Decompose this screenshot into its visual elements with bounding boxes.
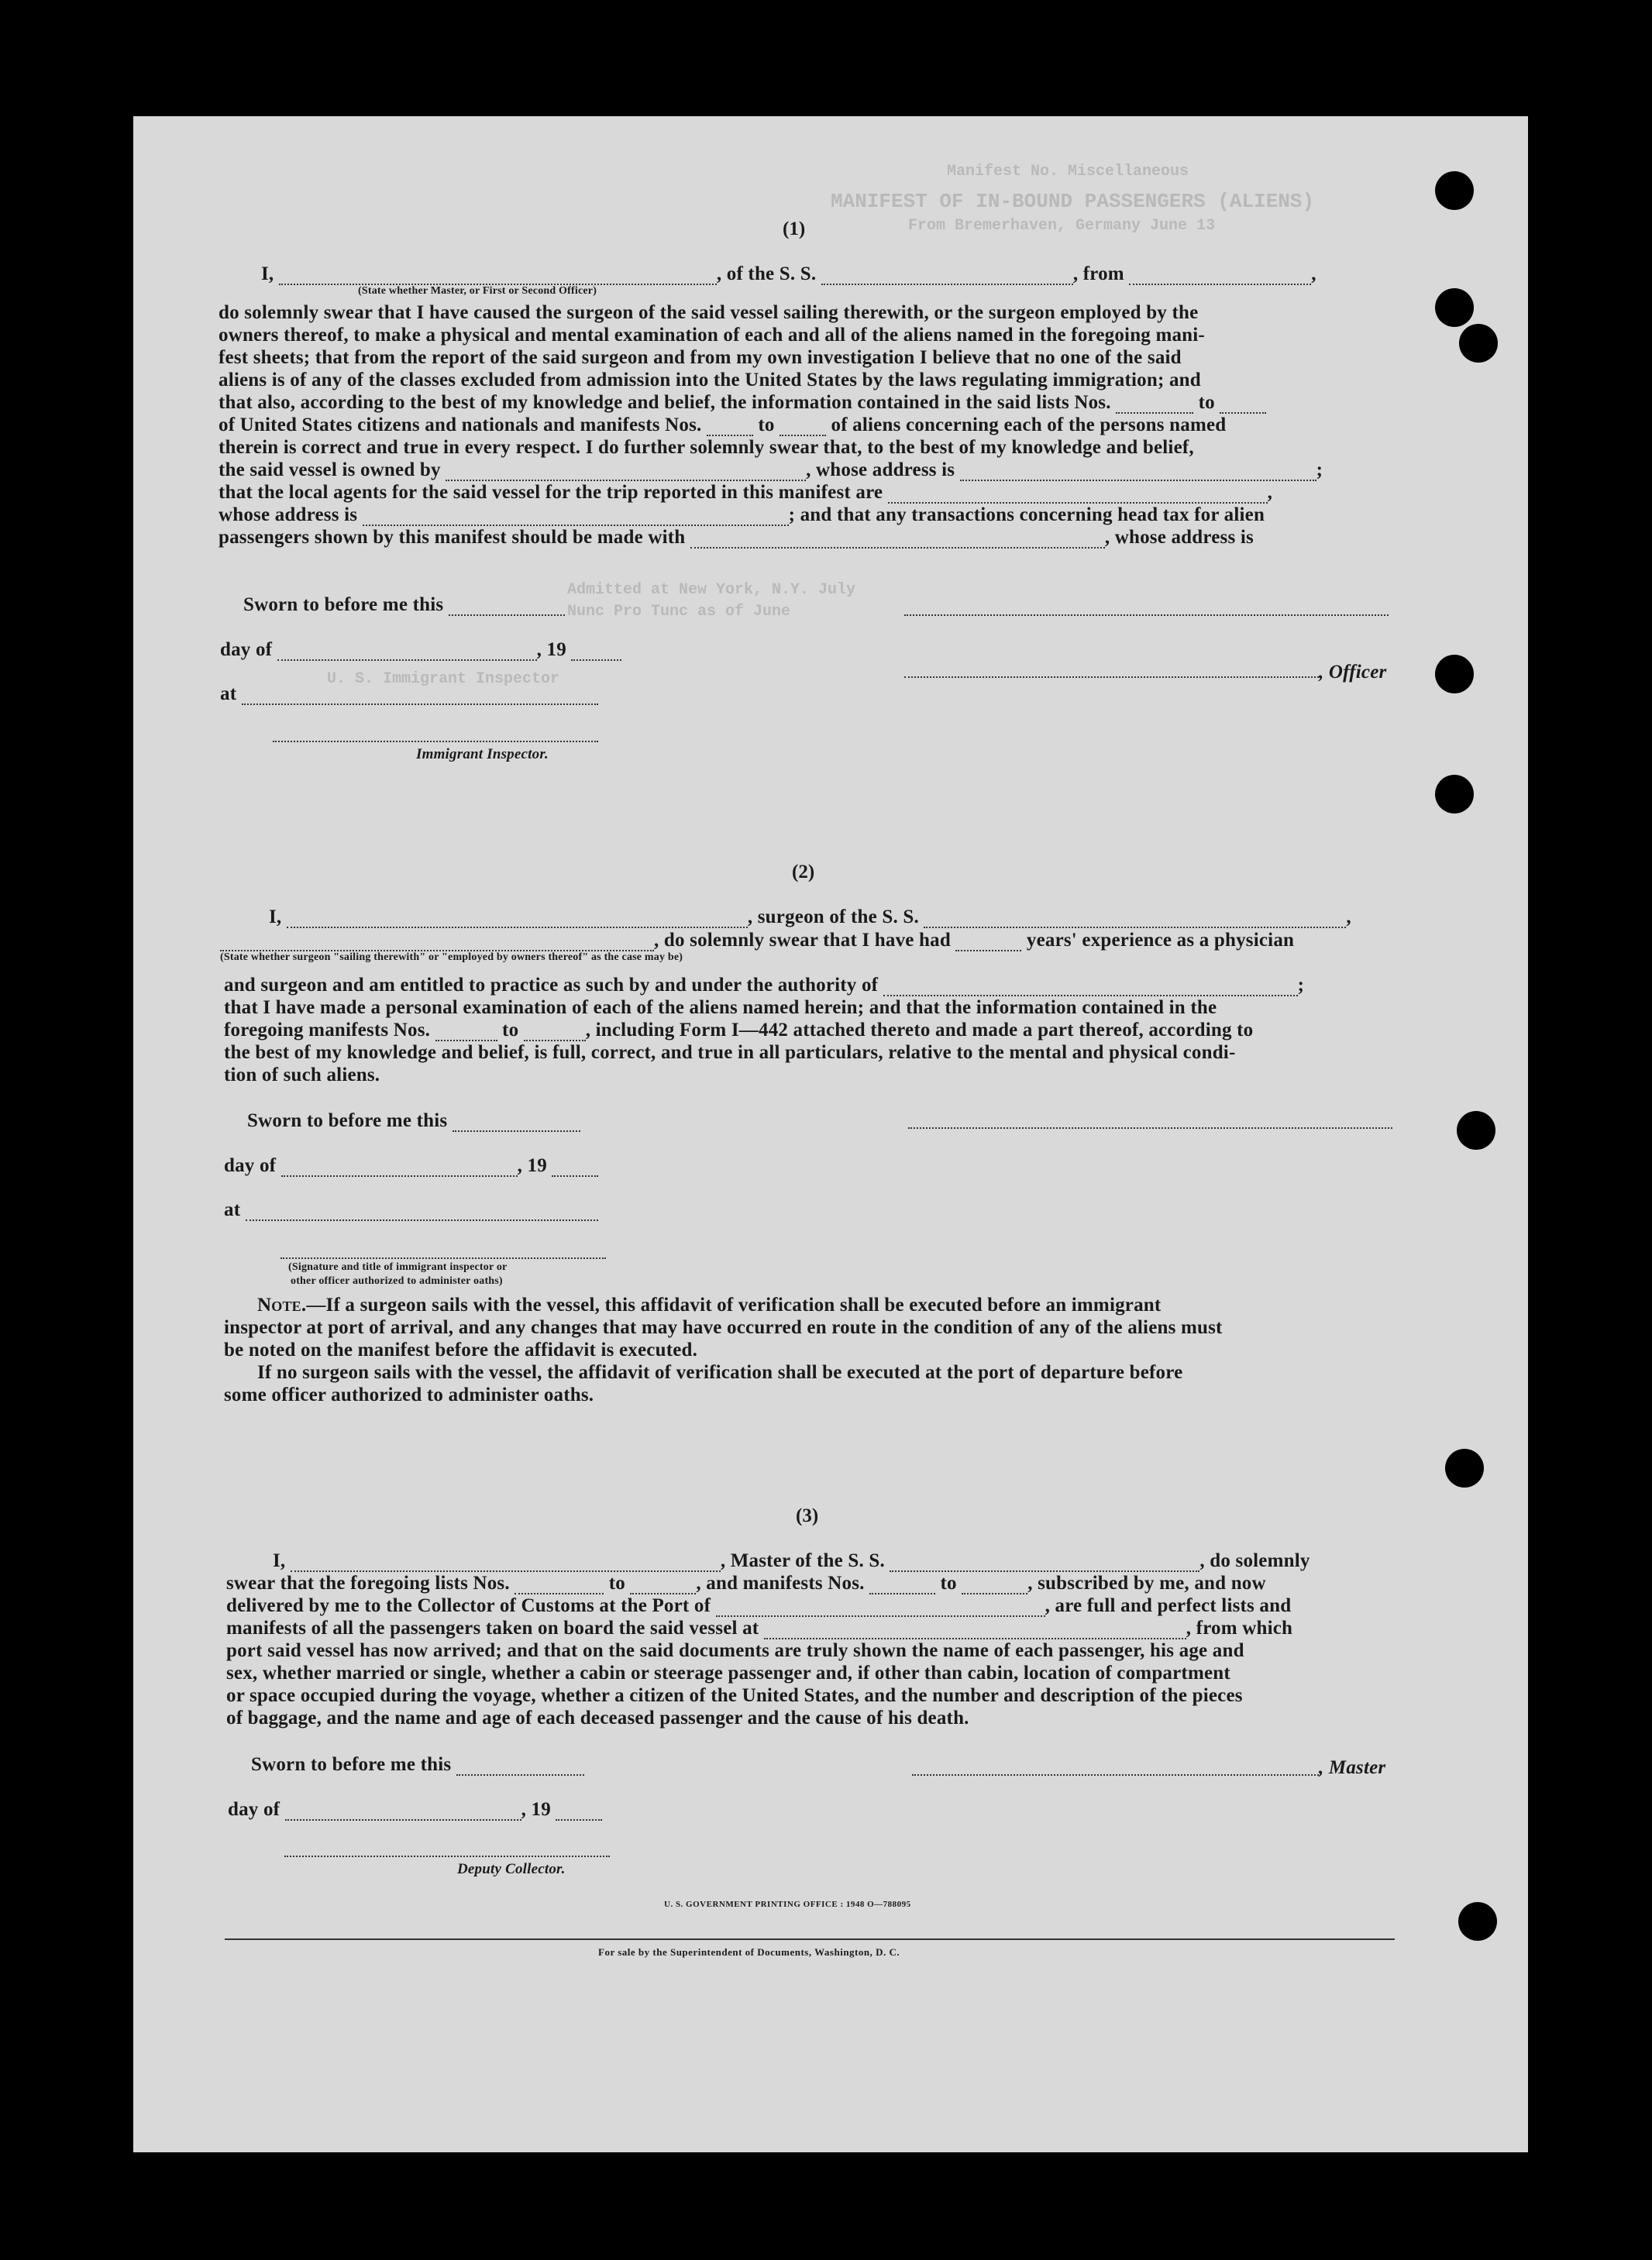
- year-field[interactable]: [571, 642, 621, 661]
- inspector-signature-line[interactable]: [273, 741, 598, 742]
- bleed-through-text: Manifest No. Miscellaneous: [947, 163, 1189, 181]
- oath-text: aliens is of any of the classes excluded from admission into the United States by the laws regulating immigration; and: [219, 370, 1201, 390]
- oath-text: that also, according to the best of my knowledge and belief, the information contained in the said lists Nos.: [219, 392, 1111, 413]
- year-field[interactable]: [552, 1158, 598, 1177]
- oath-text: , are full and perfect lists and: [1045, 1595, 1292, 1616]
- local-agents-field[interactable]: [888, 485, 1268, 504]
- oath-text: passengers shown by this manifest should be made with: [219, 527, 686, 548]
- binder-hole: [1435, 288, 1474, 327]
- oath-text: , including Form I—442 attached thereto and made a part thereof, according to: [585, 1020, 1254, 1041]
- oath-text: of baggage, and the name and age of each deceased passenger and the cause of his death.: [226, 1708, 969, 1729]
- lists-from-field[interactable]: [1116, 395, 1193, 414]
- label: , from: [1072, 263, 1124, 284]
- label: I,: [261, 263, 274, 284]
- label: ,: [1311, 263, 1316, 284]
- manifests-from-field[interactable]: [707, 418, 753, 436]
- sworn-label: Sworn to before me this: [247, 1110, 448, 1131]
- oath-text: manifests of all the passengers taken on board the said vessel at: [226, 1618, 759, 1639]
- inspector-signature-line[interactable]: [280, 1257, 606, 1259]
- note-text: —If a surgeon sails with the vessel, this affidavit of verification shall be executed before an immigrant: [306, 1295, 1162, 1316]
- footer-rule: [225, 1938, 1395, 1940]
- note-text: be noted on the manifest before the affidavit is executed.: [224, 1340, 698, 1360]
- oath-text: ,: [1267, 482, 1273, 503]
- form-page: [133, 116, 1528, 2152]
- binder-hole: [1435, 775, 1474, 814]
- binder-hole: [1458, 1902, 1497, 1941]
- oath-text: to: [502, 1020, 519, 1041]
- surgeon-status-field[interactable]: [220, 933, 654, 951]
- bleed-through-text: From Bremerhaven, Germany June 13: [908, 217, 1216, 235]
- oath-text: swear that the foregoing lists Nos.: [226, 1573, 510, 1594]
- oath-text: port said vessel has now arrived; and that on the said documents are truly shown the name of each passenger, his age and: [226, 1640, 1244, 1661]
- oath-text: foregoing manifests Nos.: [224, 1020, 431, 1041]
- binder-hole: [1435, 171, 1474, 210]
- sworn-date-field[interactable]: [456, 1757, 584, 1776]
- label: , surgeon of the S. S.: [747, 906, 919, 927]
- month-field[interactable]: [277, 642, 537, 661]
- section-number: (2): [792, 862, 815, 882]
- oath-text: , whose address is: [806, 459, 955, 480]
- lists-to-field[interactable]: [630, 1576, 696, 1594]
- surgeon-signature-line[interactable]: [908, 1127, 1392, 1129]
- binder-hole: [1459, 324, 1498, 363]
- label: , do solemnly: [1199, 1550, 1310, 1571]
- note-text: some officer authorized to administer oaths.: [224, 1385, 594, 1405]
- oath-text: whose address is: [219, 504, 358, 525]
- lists-from-field[interactable]: [515, 1576, 604, 1594]
- owner-field[interactable]: [446, 463, 806, 481]
- oath-text: and surgeon and am entitled to practice as such by and under the authority of: [224, 975, 879, 996]
- at-label: at: [224, 1199, 241, 1220]
- note-text: If no surgeon sails with the vessel, the affidavit of verification shall be executed at the port of departure before: [257, 1362, 1183, 1383]
- collector-signature-line[interactable]: [284, 1856, 610, 1857]
- year-label: , 19: [521, 1799, 551, 1820]
- signature-note: (Signature and title of immigrant inspector or: [288, 1261, 508, 1273]
- manifests-to-field[interactable]: [780, 418, 826, 436]
- bleed-through-text: Admitted at New York, N.Y. July: [567, 581, 856, 599]
- oath-text: sex, whether married or single, whether a cabin or steerage passenger and, if other than cabin, location of compartment: [226, 1663, 1230, 1684]
- gpo-imprint: U. S. GOVERNMENT PRINTING OFFICE : 1948 O—788095: [664, 1900, 911, 1909]
- day-of-label: day of: [220, 639, 273, 660]
- note-text: inspector at port of arrival, and any changes that may have occurred en route in the condition of any of the aliens must: [224, 1317, 1223, 1338]
- oath-text: of United States citizens and nationals and manifests Nos.: [219, 415, 702, 435]
- collector-title: Deputy Collector.: [457, 1861, 566, 1877]
- oath-text: therein is correct and true in every respect. I do further solemnly swear that, to the best of my knowledge and belief,: [219, 437, 1194, 458]
- oath-text: ; and that any transactions concerning head tax for alien: [788, 504, 1265, 525]
- label: I,: [273, 1550, 286, 1571]
- place-field[interactable]: [246, 1202, 598, 1221]
- sale-notice: For sale by the Superintendent of Documents, Washington, D. C.: [598, 1946, 900, 1958]
- year-field[interactable]: [556, 1802, 602, 1821]
- signature-note: other officer authorized to administer oaths): [291, 1275, 503, 1287]
- officer-title: , Officer: [1319, 662, 1387, 683]
- place-field[interactable]: [242, 686, 598, 705]
- oath-text: to: [608, 1573, 625, 1594]
- agents-address-field[interactable]: [363, 507, 789, 526]
- oath-text: that the local agents for the said vessel for the trip reported in this manifest are: [219, 482, 883, 503]
- officer-name-field[interactable]: [279, 267, 717, 285]
- field-note: (State whether Master, or First or Second Officer): [358, 285, 597, 297]
- bleed-through-text: MANIFEST OF IN-BOUND PASSENGERS (ALIENS): [831, 190, 1315, 213]
- oath-text: years' experience as a physician: [1026, 930, 1295, 951]
- vessel-name-field[interactable]: [821, 267, 1073, 285]
- sworn-label: Sworn to before me this: [243, 594, 444, 615]
- manifests-to-field[interactable]: [962, 1576, 1027, 1594]
- oath-text: to: [940, 1573, 957, 1594]
- oath-text: do solemnly swear that I have caused the surgeon of the said vessel sailing therewith, or the surgeon employed by the: [219, 302, 1199, 323]
- label: I,: [269, 906, 282, 927]
- sworn-date-field[interactable]: [453, 1113, 580, 1132]
- surgeon-name-field[interactable]: [287, 910, 748, 928]
- at-label: at: [220, 683, 237, 704]
- binder-hole: [1445, 1449, 1484, 1488]
- oath-text: tion of such aliens.: [224, 1065, 380, 1085]
- master-name-field[interactable]: [291, 1553, 721, 1572]
- section-number: (1): [783, 218, 806, 239]
- owner-address-field[interactable]: [960, 463, 1316, 481]
- label: , of the S. S.: [716, 263, 817, 284]
- sworn-label: Sworn to before me this: [251, 1754, 452, 1775]
- year-label: , 19: [536, 639, 566, 660]
- oath-text: to: [758, 415, 775, 435]
- label: ,: [1346, 906, 1351, 927]
- manifests-from-field[interactable]: [435, 1023, 497, 1041]
- oath-text: , from which: [1186, 1618, 1293, 1639]
- bleed-through-text: Nunc Pro Tunc as of June: [567, 603, 791, 621]
- day-of-label: day of: [228, 1799, 280, 1820]
- oath-text: owners thereof, to make a physical and mental examination of each and all of the aliens named in the foregoing mani-: [219, 325, 1205, 346]
- oath-text: , whose address is: [1104, 527, 1254, 548]
- oath-text: the said vessel is owned by: [219, 459, 441, 480]
- oath-text: to: [1198, 392, 1215, 413]
- manifests-to-field[interactable]: [524, 1023, 586, 1041]
- month-field[interactable]: [285, 1802, 521, 1821]
- oath-text: that I have made a personal examination of each of the aliens named herein; and that the information contained in the: [224, 997, 1217, 1018]
- oath-text: , subscribed by me, and now: [1027, 1573, 1266, 1594]
- oath-text: fest sheets; that from the report of the said surgeon and from my own investigation I believe that no one of the said: [219, 347, 1182, 368]
- oath-text: the best of my knowledge and belief, is full, correct, and true in all particulars, relative to the mental and physical condi-: [224, 1042, 1236, 1063]
- inspector-title: Immigrant Inspector.: [416, 746, 549, 762]
- manifests-from-field[interactable]: [869, 1576, 935, 1594]
- binder-hole: [1457, 1111, 1495, 1150]
- note-label: Note.: [257, 1295, 307, 1316]
- month-field[interactable]: [281, 1158, 518, 1177]
- oath-text: delivered by me to the Collector of Customs at the Port of: [226, 1595, 711, 1616]
- oath-text: or space occupied during the voyage, whether a citizen of the United States, and the number and description of the pieces: [226, 1685, 1243, 1706]
- head-tax-contact-field[interactable]: [690, 530, 1105, 549]
- vessel-name-field[interactable]: [924, 910, 1346, 928]
- day-of-label: day of: [224, 1155, 277, 1176]
- bleed-through-text: U. S. Immigrant Inspector: [327, 670, 560, 688]
- master-title: , Master: [1319, 1757, 1386, 1778]
- year-label: , 19: [517, 1155, 547, 1176]
- lists-to-field[interactable]: [1220, 395, 1266, 414]
- officer-signature-line[interactable]: [904, 676, 1319, 678]
- officer-signature-line[interactable]: [904, 614, 1389, 616]
- binder-hole: [1435, 655, 1474, 693]
- sworn-date-field[interactable]: [449, 597, 565, 616]
- master-signature-line[interactable]: [912, 1774, 1319, 1776]
- oath-text: , do solemnly swear that I have had: [654, 930, 951, 951]
- port-field[interactable]: [716, 1598, 1045, 1617]
- section-number: (3): [796, 1505, 819, 1526]
- label: , Master of the S. S.: [720, 1550, 885, 1571]
- oath-text: ;: [1316, 459, 1323, 480]
- oath-text: of aliens concerning each of the persons named: [831, 415, 1227, 435]
- oath-text: , and manifests Nos.: [696, 1573, 865, 1594]
- years-experience-field[interactable]: [955, 933, 1021, 951]
- oath-text: ;: [1297, 975, 1305, 996]
- port-from-field[interactable]: [1129, 267, 1311, 285]
- embark-port-field[interactable]: [764, 1621, 1186, 1639]
- vessel-name-field[interactable]: [890, 1553, 1199, 1572]
- field-note: (State whether surgeon "sailing therewith" or "employed by owners thereof" as the case may be): [220, 951, 683, 963]
- authority-field[interactable]: [883, 978, 1298, 996]
